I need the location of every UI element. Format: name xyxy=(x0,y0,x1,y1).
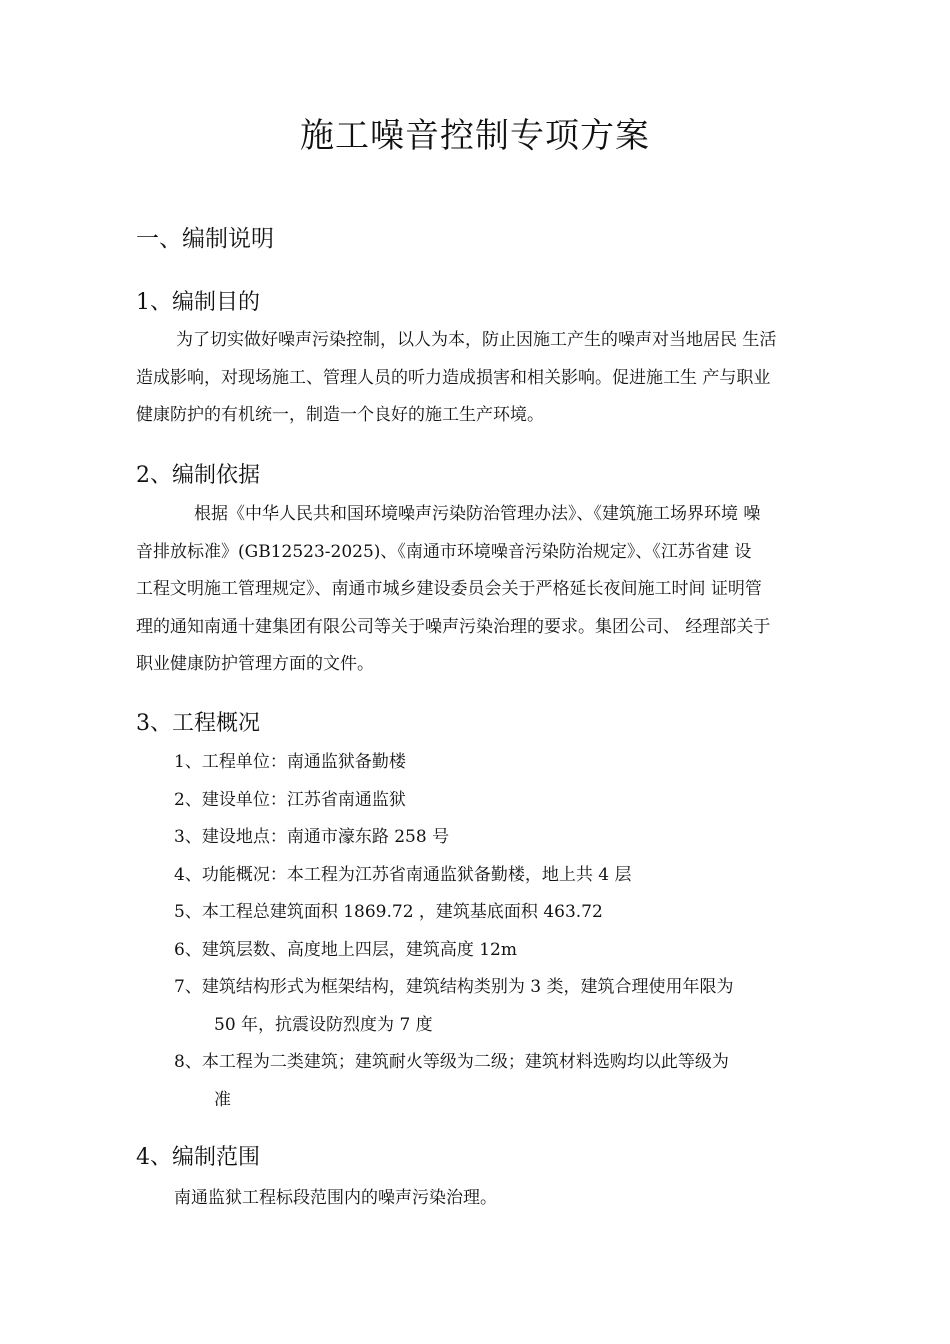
scope-paragraph xyxy=(174,1180,497,1218)
heading-basis: 2、编制依据 xyxy=(136,463,260,488)
section-heading-explanation: 一、编制说明 xyxy=(136,226,274,252)
heading-scope: 4、编制范围 xyxy=(136,1145,260,1170)
overview-item: 3、建设地点：南通市濠东路 258 号 xyxy=(174,827,450,847)
overview-item: 5、本工程总建筑面积 1869.72 ，建筑基底面积 463.72 xyxy=(174,902,603,922)
heading-overview: 3、工程概况 xyxy=(136,711,260,736)
paragraph-purpose xyxy=(136,322,820,435)
purpose-line: 为了切实做好噪声污染控制，以人为本，防止因施工产生的噪声对当地居民 生活 xyxy=(176,330,777,350)
overview-item: 6、建筑层数、高度地上四层，建筑高度 12m xyxy=(174,939,517,960)
paragraph-basis xyxy=(136,496,820,684)
basis-line: 工程文明施工管理规定》、南通市城乡建设委员会关于严格延长夜间施工时间 证明管 xyxy=(136,579,762,599)
overview-item: 8、本工程为二类建筑；建筑耐火等级为二级；建筑材料选购均以此等级为 xyxy=(174,1052,729,1072)
basis-line: 理的通知南通十建集团有限公司等关于噪声污染治理的要求。集团公司、 经理部关于 xyxy=(136,616,771,637)
overview-item: 7、建筑结构形式为框架结构，建筑结构类别为 3 类，建筑合理使用年限为 xyxy=(174,977,734,997)
overview-item: 2、建设单位：江苏省南通监狱 xyxy=(174,789,406,810)
overview-list xyxy=(174,744,733,1119)
basis-line: 职业健康防护管理方面的文件。 xyxy=(136,654,374,674)
purpose-line: 健康防护的有机统一，制造一个良好的施工生产环境。 xyxy=(136,405,544,425)
overview-item-continuation: 50 年，抗震设防烈度为 7 度 xyxy=(214,1014,433,1035)
overview-item: 4、功能概况：本工程为江苏省南通监狱备勤楼，地上共 4 层 xyxy=(174,864,632,885)
overview-item: 1、工程单位：南通监狱备勤楼 xyxy=(174,752,406,772)
basis-line: 音排放标准》(GB12523-2025)、《南通市环境噪音污染防治规定》、《江苏省建 设 xyxy=(136,541,752,562)
document-title: 施工噪音控制专项方案 xyxy=(300,116,650,156)
heading-purpose: 1、编制目的 xyxy=(136,290,260,315)
basis-line: 根据《中华人民共和国环境噪声污染防治管理办法》、《建筑施工场界环境 噪 xyxy=(194,504,761,524)
scope-text: 南通监狱工程标段范围内的噪声污染治理。 xyxy=(174,1188,497,1208)
overview-item-continuation: 准 xyxy=(214,1089,231,1110)
purpose-line: 造成影响，对现场施工、管理人员的听力造成损害和相关影响。促进施工生 产与职业 xyxy=(136,367,771,388)
